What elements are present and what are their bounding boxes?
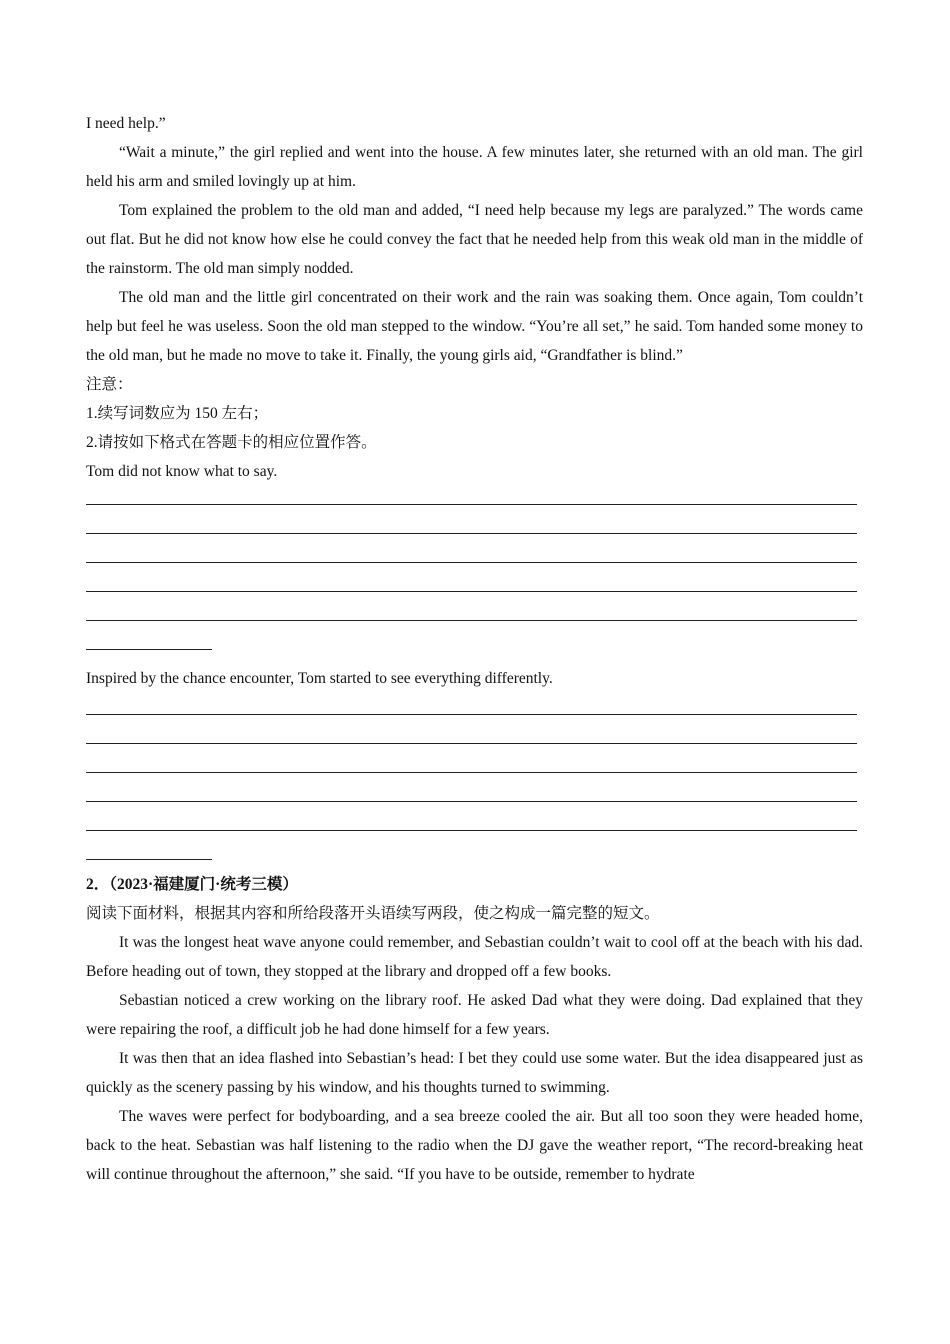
- story-paragraph: Tom explained the problem to the old man and added, “I need help because my legs are paralyzed.” The words came out flat. But he did not know how else he could convey the fact that he needed help from this weak old man in the middle of the rainstorm. The old man simply nodded.: [86, 202, 863, 277]
- answer-line: [86, 783, 863, 812]
- story-paragraph: It was the longest heat wave anyone could remember, and Sebastian couldn’t wait to cool off at the beach with his dad. Before heading out of town, they stopped at the library and dropped off a few books.: [86, 934, 863, 980]
- answer-line: [86, 486, 863, 515]
- answer-lines-1: [86, 486, 863, 660]
- answer-line: [86, 515, 863, 544]
- story-paragraph: The old man and the little girl concentrated on their work and the rain was soaking them. Once again, Tom couldn’t help but feel he was useless. Soon the old man stepped to the window. “You’re all set,” he said. Tom handed some money to the old man, but he made no move to take it. Finally, the young girls aid, “Grandfather is blind.”: [86, 289, 863, 364]
- answer-line: [86, 573, 863, 602]
- note-item-2: 2.请按如下格式在答题卡的相应位置作答。: [86, 434, 377, 451]
- answer-line: [86, 725, 863, 754]
- story-paragraph: “Wait a minute,” the girl replied and went into the house. A few minutes later, she returned with an old man. The girl held his arm and smiled lovingly up at him.: [86, 144, 863, 190]
- answer-line-short: [86, 631, 863, 660]
- question-instruction: 阅读下面材料，根据其内容和所给段落开头语续写两段，使之构成一篇完整的短文。: [86, 905, 660, 922]
- question-heading: 2．（2023·福建厦门·统考三模）: [86, 876, 298, 893]
- answer-lines-2: [86, 696, 863, 870]
- answer-line: [86, 544, 863, 573]
- continuation-prompt-2: Inspired by the chance encounter, Tom started to see everything differently.: [86, 670, 553, 687]
- answer-line: [86, 602, 863, 631]
- continuation-prompt-1: Tom did not know what to say.: [86, 463, 278, 480]
- story-paragraph: I need help.”: [86, 115, 166, 132]
- story-paragraph: It was then that an idea flashed into Sebastian’s head: I bet they could use some water. But the idea disappeared just as quickly as the scenery passing by his window, and his thoughts turned to swimming.: [86, 1050, 863, 1096]
- answer-line: [86, 754, 863, 783]
- story-paragraph: Sebastian noticed a crew working on the library roof. He asked Dad what they were doing. Dad explained that they were repairing the roof, a difficult job he had done himself for a few years.: [86, 992, 863, 1038]
- answer-line-short: [86, 841, 863, 870]
- note-title: 注意：: [86, 376, 133, 393]
- answer-line: [86, 812, 863, 841]
- answer-line: [86, 696, 863, 725]
- document-page: [86, 109, 863, 1189]
- note-item-1: 1.续写词数应为 150 左右；: [86, 405, 269, 422]
- story-paragraph: The waves were perfect for bodyboarding, and a sea breeze cooled the air. But all too soon they were headed home, back to the heat. Sebastian was half listening to the radio when the DJ gave the weather report, “The record-breaking heat will continue throughout the afternoon,” she said. “If you have to be outside, remember to hydrate: [86, 1108, 863, 1183]
